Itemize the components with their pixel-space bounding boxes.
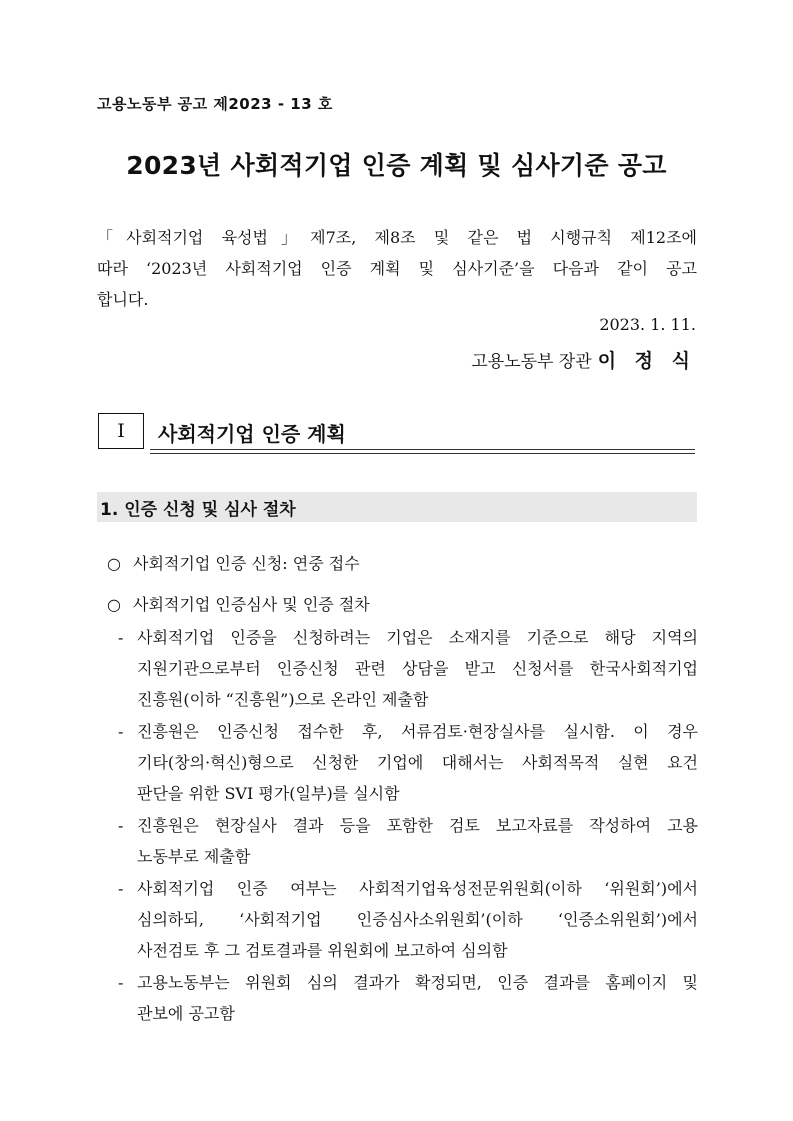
dash-marker: - — [118, 628, 124, 647]
intro-line: 합니다. — [97, 290, 149, 309]
dash-line: 사회적기업 인증 여부는 사회적기업육성전문위원회(이하 ‘위원회’)에서 — [137, 879, 698, 898]
dash-line: 사회적기업 인증을 신청하려는 기업은 소재지를 기준으로 해당 지역의 — [137, 628, 698, 647]
dash-line: 진흥원은 현장실사 결과 등을 포함한 검토 보고자료를 작성하여 고용 — [137, 816, 698, 835]
document-title: 2023년 사회적기업 인증 계획 및 심사기준 공고 — [126, 151, 667, 180]
dash-marker: - — [118, 879, 124, 898]
section-number-box: I — [98, 413, 144, 449]
bullet-item — [107, 592, 370, 615]
dash-line: 노동부로 제출함 — [137, 847, 251, 866]
dash-item — [118, 810, 698, 872]
intro-paragraph — [97, 222, 697, 315]
signer-title: 고용노동부 장관 — [471, 352, 592, 372]
bullet-text: 사회적기업 인증심사 및 인증 절차 — [133, 595, 370, 614]
dash-line: 고용노동부는 위원회 심의 결과가 확정되면, 인증 결과를 홈페이지 및 — [137, 973, 698, 992]
dash-line: 진흥원은 인증신청 접수한 후, 서류검토·현장실사를 실시함. 이 경우 — [137, 722, 698, 741]
intro-line: 따라 ‘2023년 사회적기업 인증 계획 및 심사기준’을 다음과 같이 공고 — [97, 259, 697, 278]
dash-line: 심의하되, ‘사회적기업 인증심사소위원회’(이하 ‘인증소위원회’)에서 — [137, 910, 698, 929]
dash-line: 판단을 위한 SVI 평가(일부)를 실시함 — [137, 784, 400, 803]
dash-marker: - — [118, 722, 124, 741]
subsection-title: 1. 인증 신청 및 심사 절차 — [100, 500, 296, 520]
dash-marker: - — [118, 816, 124, 835]
dash-item — [118, 622, 698, 715]
dash-line: 진흥원(이하 “진흥원”)으로 온라인 제출함 — [137, 690, 429, 709]
notice-date: 2023. 1. 11. — [599, 315, 696, 334]
subsection-heading — [97, 492, 697, 522]
dash-item — [118, 967, 698, 1029]
dash-line: 지원기관으로부터 인증신청 관련 상담을 받고 신청서를 한국사회적기업 — [137, 659, 698, 678]
dash-line: 관보에 공고함 — [137, 1004, 235, 1023]
dash-line: 기타(창의·혁신)형으로 신청한 기업에 대해서는 사회적목적 실현 요건 — [137, 753, 698, 772]
signer-name: 이 정 식 — [597, 350, 696, 372]
circle-bullet-icon: ○ — [107, 595, 121, 614]
section-title: 사회적기업 인증 계획 — [158, 422, 346, 446]
section-underline — [150, 449, 695, 454]
notice-number: 고용노동부 공고 제2023 - 13 호 — [97, 95, 333, 113]
bullet-item — [107, 551, 360, 574]
intro-line: 「사회적기업 육성법」제7조, 제8조 및 같은 법 시행규칙 제12조에 — [97, 228, 697, 247]
bullet-text: 사회적기업 인증 신청: 연중 접수 — [133, 554, 360, 573]
dash-item — [118, 716, 698, 809]
signer — [471, 346, 696, 373]
dash-line: 사전검토 후 그 검토결과를 위원회에 보고하여 심의함 — [137, 941, 508, 960]
dash-item — [118, 873, 698, 966]
circle-bullet-icon: ○ — [107, 554, 121, 573]
dash-marker: - — [118, 973, 124, 992]
